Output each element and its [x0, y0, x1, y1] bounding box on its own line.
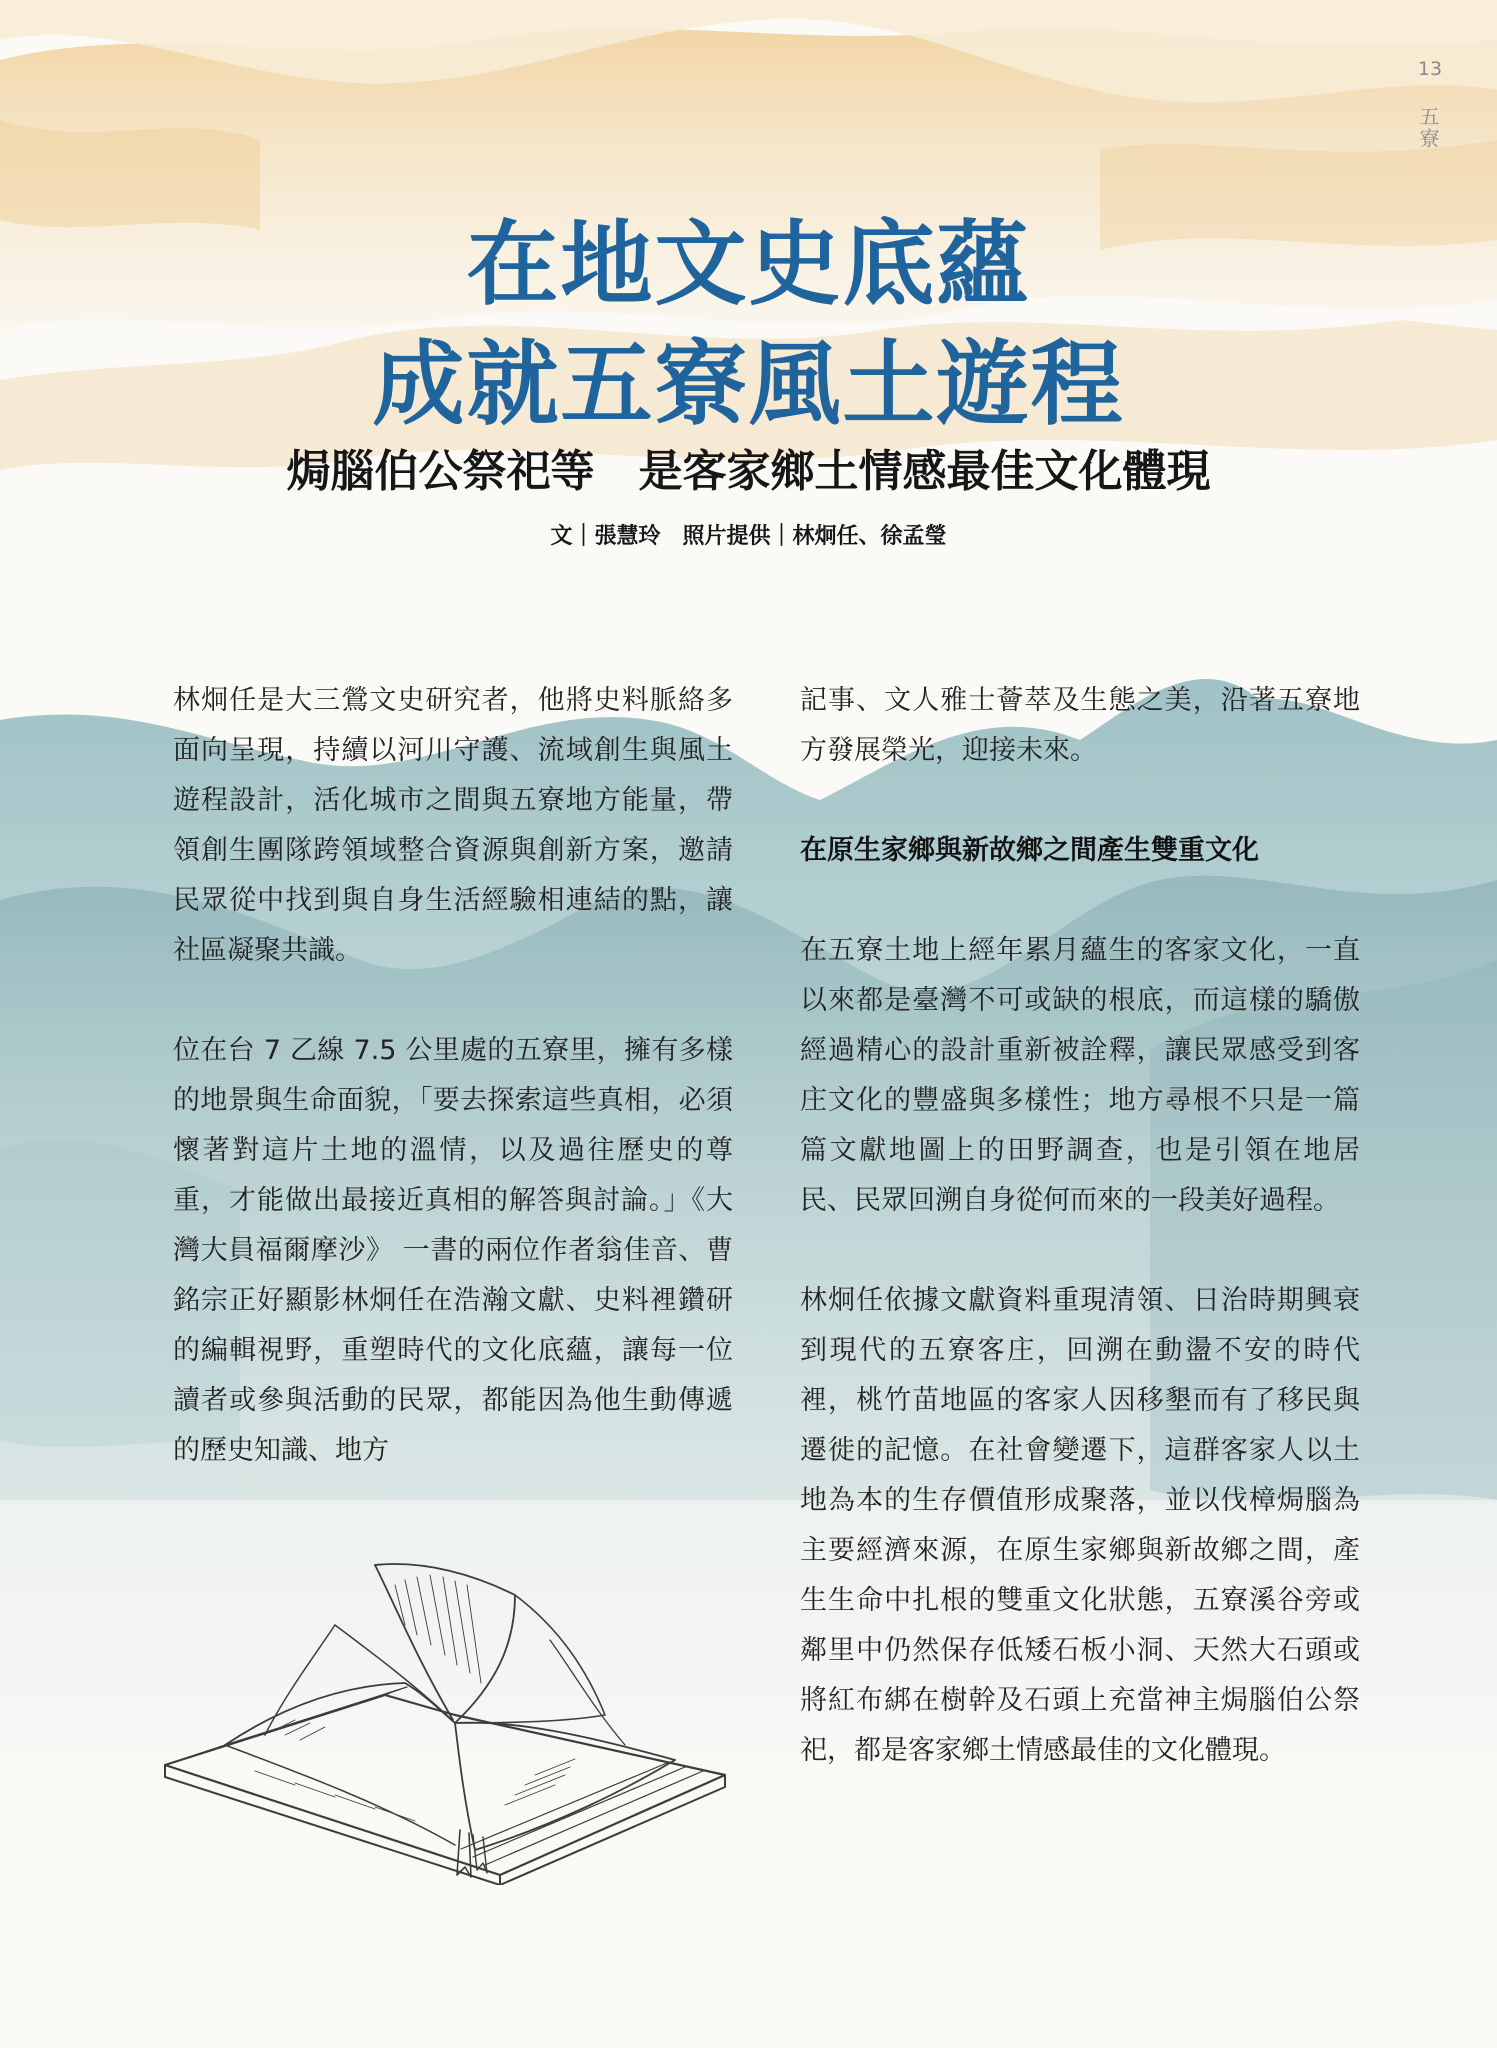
left-column: [173, 676, 733, 1476]
right-paragraph-3: 林炯任依據文獻資料重現清領、日治時期興衰到現代的五寮客庄，回溯在動盪不安的時代裡，桃竹苗地區的客家人因移墾而有了移民與遷徙的記憶。在社會變遷下，這群客家人以土地為本的生存價值形成聚落，並以伐樟焗腦為主要經濟來源，在原生家鄉與新故鄉之間，產生生命中扎根的雙重文化狀態，五寮溪谷旁或鄰里中仍然保存低矮石板小洞、天然大石頭或將紅布綁在樹幹及石頭上充當神主焗腦伯公祭祀，都是客家鄉土情感最佳的文化體現。: [800, 1285, 1360, 1766]
article-title-line2: 成就五寮風土遊程: [372, 331, 1125, 438]
right-column: [800, 676, 1360, 1776]
open-book-sketch-icon: [155, 1545, 735, 1885]
right-paragraph-1: 記事、文人雅士薈萃及生態之美，沿著五寮地方發展榮光，迎接未來。: [800, 685, 1360, 766]
article-subtitle: 焗腦伯公祭祀等 是客家鄉土情感最佳文化體現: [286, 446, 1211, 497]
right-paragraph-2: 在五寮土地上經年累月蘊生的客家文化，一直以來都是臺灣不可或缺的根底，而這樣的驕傲經過精心的設計重新被詮釋，讓民眾感受到客庄文化的豐盛與多樣性；地方尋根不只是一篇篇文獻地圖上的田野調查，也是引領在地居民、民眾回溯自身從何而來的一段美好過程。: [800, 935, 1360, 1216]
section-heading: 在原生家鄉與新故鄉之間產生雙重文化: [800, 835, 1259, 866]
left-paragraph-1: 林炯任是大三鶯文史研究者，他將史料脈絡多面向呈現，持續以河川守護、流域創生與風土遊程設計，活化城市之間與五寮地方能量，帶領創生團隊跨領域整合資源與創新方案，邀請民眾從中找到與自身生活經驗相連結的點，讓社區凝聚共識。: [173, 685, 733, 966]
page-number: 13: [1417, 58, 1443, 80]
article-credits: 文｜張慧玲 照片提供｜林炯任、徐孟瑩: [550, 524, 947, 549]
left-paragraph-2: 位在台 7 乙線 7.5 公里處的五寮里，擁有多樣的地景與生命面貌，「要去探索這些真相，必須懷著對這片土地的溫情，以及過往歷史的尊重，才能做出最接近真相的解答與討論。」《大灣大員福爾摩沙》 一書的兩位作者翁佳音、曹銘宗正好顯影林炯任在浩瀚文獻、史料裡鑽研的編輯視野，重塑時代的文化底蘊，讓每一位讀者或參與活動的民眾，都能因為他生動傳遞的歷史知識、地方: [173, 1035, 733, 1466]
section-label: 五寮: [1416, 106, 1440, 150]
article-title-line1: 在地文史底蘊: [466, 211, 1031, 318]
